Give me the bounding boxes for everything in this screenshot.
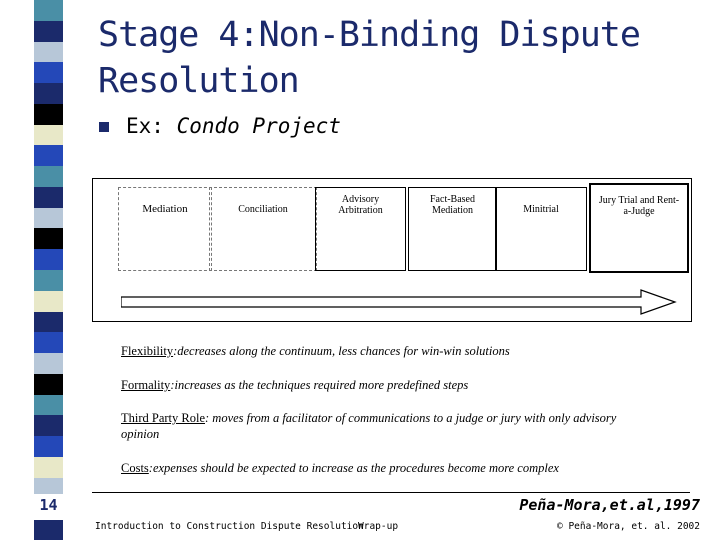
stripe-block [34,457,63,478]
note-costs [121,460,661,476]
box-minitrial [495,187,587,271]
footer-course: Introduction to Construction Dispute Resolution [95,521,364,532]
note-term: Costs [121,461,149,475]
stripe-block [34,249,63,270]
box-fact-based-mediation [408,187,497,271]
page-number-box [30,494,67,520]
example-bullet [126,114,341,138]
box-label: Advisory Arbitration [338,194,383,216]
stripe-block [34,353,63,374]
stripe-block [34,62,63,83]
note-text: :increases as the techniques required more predefined steps [170,378,469,392]
stripe-block [34,21,63,42]
box-label: Fact-Based Mediation [430,194,475,216]
stripe-block [34,395,63,416]
example-prefix: Ex: [126,114,177,138]
note-term: Formality [121,378,171,392]
box-conciliation [209,187,317,271]
note-text: :expenses should be expected to increase as the procedures become more complex [148,461,559,475]
slide-title-line2: Resolution [98,61,299,101]
slide-title [98,12,640,104]
box-label: Conciliation [238,204,288,215]
continuum-diagram [92,178,692,322]
stripe-block [34,228,63,249]
stripe-block [34,332,63,353]
stripe-block [34,42,63,63]
note-term: Flexibility [121,344,174,358]
box-mediation [118,187,212,271]
decorative-stripe [34,0,63,540]
footer-divider [92,492,690,493]
stripe-block [34,0,63,21]
footer-section: Wrap-up [358,521,399,532]
stripe-block [34,519,63,540]
stripe-block [34,208,63,229]
slide-title-line1: Stage 4:Non-Binding Dispute [98,15,640,55]
stripe-block [34,166,63,187]
stripe-block [34,187,63,208]
stripe-block [34,312,63,333]
stripe-block [34,374,63,395]
box-jury-trial [589,183,689,273]
note-third-party [121,410,631,442]
box-label: Minitrial [523,204,559,215]
bullet-square-icon [99,122,109,132]
stripe-block [34,291,63,312]
author-citation: Peña-Mora,et.al,1997 [519,496,700,514]
box-label: Jury Trial and Rent-a-Judge [598,195,680,217]
box-advisory-arbitration [315,187,406,271]
stripe-block [34,436,63,457]
example-text: Condo Project [176,114,341,138]
footer-copyright: © Peña-Mora, et. al. 2002 [557,521,700,532]
note-flexibility [121,343,641,359]
page-number: 14 [39,496,58,514]
note-text: :decreases along the continuum, less chances for win-win solutions [173,344,510,358]
box-label: Mediation [142,203,188,215]
stripe-block [34,270,63,291]
continuum-arrow-icon [121,289,681,315]
stripe-block [34,125,63,146]
stripe-block [34,83,63,104]
note-formality [121,377,641,393]
stripe-block [34,145,63,166]
stripe-block [34,415,63,436]
note-text: : moves from a facilitator of communications to a judge or jury with only advisory opinion [121,411,617,441]
note-term: Third Party Role [121,411,206,425]
stripe-block [34,104,63,125]
